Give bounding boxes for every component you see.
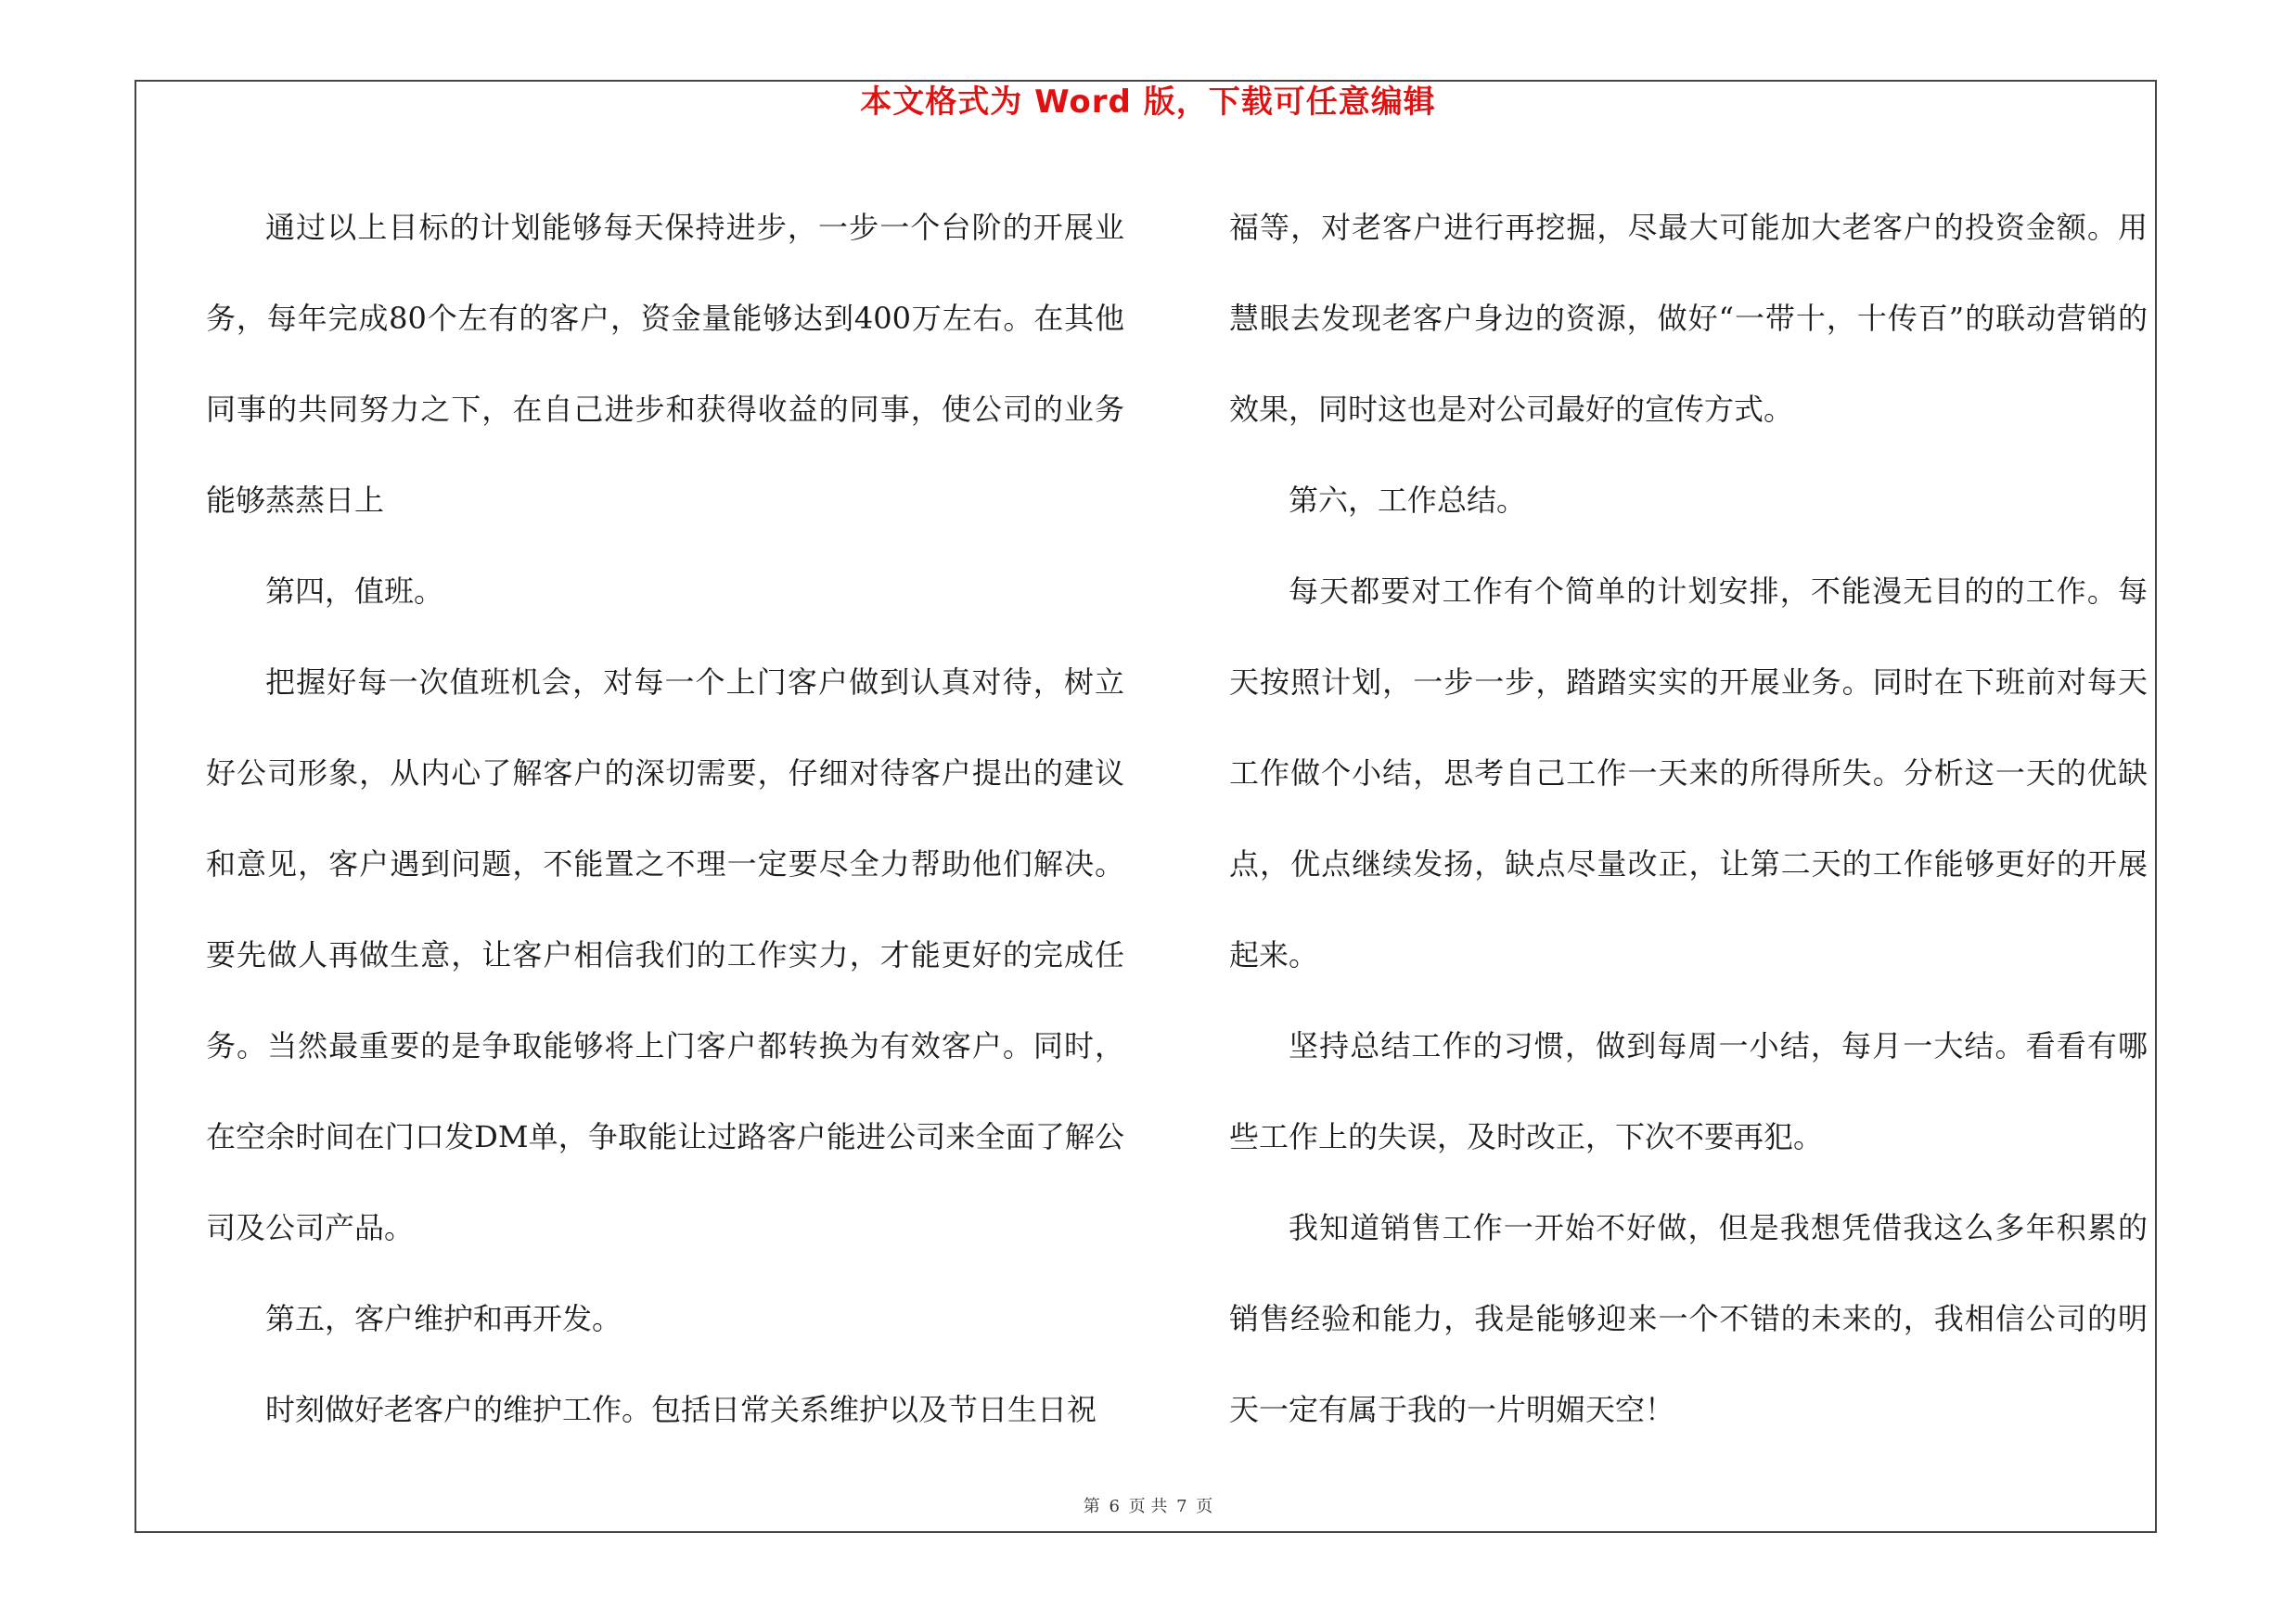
paragraph: 把握好每一次值班机会，对每一个上门客户做到认真对待，树立好公司形象，从内心了解客户的深切需要，仔细对待客户提出的建议和意见，客户遇到问题，不能置之不理一定要尽全力帮助他们解决。要先做人再做生意，让客户相信我们的工作实力，才能更好的完成任务。当然最重要的是争取能够将上门客户都转换为有效客户。同时，在空余时间在门口发DM单，争取能让过路客户能进公司来全面了解公司及公司产品。	[206, 664, 1124, 1245]
page-footer	[0, 1496, 2296, 1518]
format-notice-banner: 本文格式为 Word 版，下载可任意编辑	[860, 84, 1436, 121]
paragraph: 通过以上目标的计划能够每天保持进步，一步一个台阶的开展业务，每年完成80个左有的客户，资金量能够达到400万左右。在其他同事的共同努力之下，在自己进步和获得收益的同事，使公司的业务能够蒸蒸日上	[206, 210, 1124, 518]
paragraph-continuation: 福等，对老客户进行再挖掘，尽最大可能加大老客户的投资金额。用慧眼去发现老客户身边的资源，做好“一带十，十传百”的联动营销的效果，同时这也是对公司最好的宣传方式。	[1229, 210, 2148, 427]
paragraph: 坚持总结工作的习惯，做到每周一小结，每月一大结。看看有哪些工作上的失误，及时改正，下次不要再犯。	[1229, 1028, 2148, 1154]
section-heading: 第六，工作总结。	[1289, 483, 1527, 518]
current-page-number: 6	[1109, 1497, 1120, 1516]
left-text-column	[206, 182, 1124, 1455]
paragraph: 时刻做好老客户的维护工作。包括日常关系维护以及节日生日祝	[265, 1392, 1097, 1427]
paragraph: 每天都要对工作有个简单的计划安排，不能漫无目的的工作。每天按照计划，一步一步，踏踏实实的开展业务。同时在下班前对每天工作做个小结，思考自己工作一天来的所得所失。分析这一天的优缺点，优点继续发扬，缺点尽量改正，让第二天的工作能够更好的开展起来。	[1229, 573, 2148, 973]
total-page-count: 7	[1176, 1497, 1187, 1516]
footer-label: 页 共	[1128, 1497, 1168, 1516]
section-heading: 第四，值班。	[265, 573, 444, 609]
footer-label: 第	[1083, 1497, 1100, 1516]
paragraph: 我知道销售工作一开始不好做，但是我想凭借我这么多年积累的销售经验和能力，我是能够迎来一个不错的未来的，我相信公司的明天一定有属于我的一片明媚天空！	[1229, 1210, 2148, 1427]
right-text-column	[1229, 182, 2148, 1455]
footer-label: 页	[1196, 1497, 1213, 1516]
section-heading: 第五，客户维护和再开发。	[265, 1301, 622, 1336]
